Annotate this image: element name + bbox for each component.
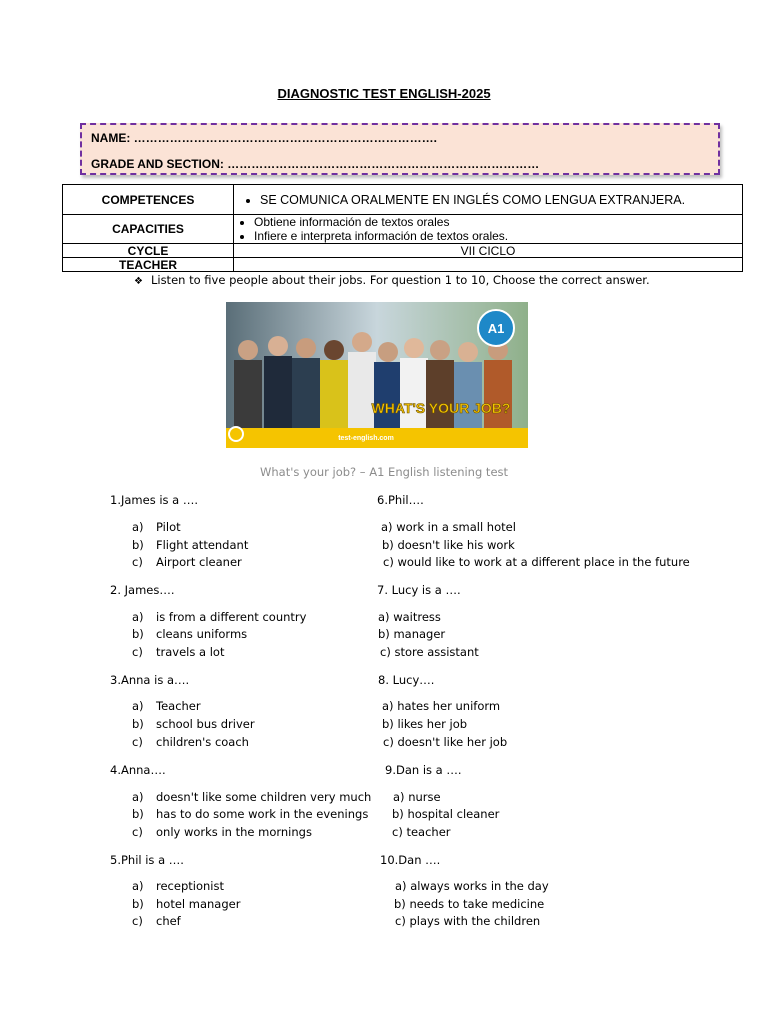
option[interactable]: a) Teacher <box>132 699 201 713</box>
question-1: 1.James is a …. <box>110 493 199 507</box>
option[interactable]: b) hospital cleaner <box>392 807 500 821</box>
option[interactable]: c) would like to work at a different place in the future <box>383 555 690 569</box>
option[interactable]: a) hates her uniform <box>382 699 501 713</box>
capacities-cell <box>234 215 743 244</box>
teacher-value[interactable] <box>234 258 743 272</box>
option[interactable]: b) cleans uniforms <box>132 627 248 641</box>
option[interactable]: a) doesn't like some children very much <box>132 790 372 804</box>
option[interactable]: c) chef <box>132 914 181 928</box>
option[interactable]: a) waitress <box>378 610 441 624</box>
question-6: 6.Phil…. <box>377 493 424 507</box>
name-field[interactable]: NAME: …………………………………………………………………. <box>91 131 437 145</box>
diamond-bullet-icon: ❖ <box>134 276 143 287</box>
option[interactable]: b) manager <box>378 627 446 641</box>
teacher-label: TEACHER <box>63 258 234 272</box>
option[interactable]: c) plays with the children <box>395 914 541 928</box>
jobs-photo <box>226 302 528 448</box>
cycle-value: VII CICLO <box>234 244 743 258</box>
option[interactable]: c) travels a lot <box>132 645 225 659</box>
option[interactable]: b) needs to take medicine <box>394 897 545 911</box>
option[interactable]: a) work in a small hotel <box>381 520 516 534</box>
option[interactable]: b) Flight attendant <box>132 538 249 552</box>
option[interactable]: b) school bus driver <box>132 717 255 731</box>
banner-text: WHAT'S YOUR JOB? <box>371 400 511 416</box>
question-2: 2. James…. <box>110 583 175 597</box>
site-text: test-english.com <box>338 435 394 442</box>
question-8: 8. Lucy…. <box>378 673 435 687</box>
question-10: 10.Dan …. <box>380 853 441 867</box>
option[interactable]: b) hotel manager <box>132 897 241 911</box>
question-7: 7. Lucy is a …. <box>377 583 461 597</box>
page-title: DIAGNOSTIC TEST ENGLISH-2025 <box>277 86 491 101</box>
option[interactable]: b) doesn't like his work <box>382 538 515 552</box>
capacity-item: • Infiere e interpreta información de textos orales. <box>254 229 742 243</box>
option[interactable]: b) has to do some work in the evenings <box>132 807 369 821</box>
cycle-label: CYCLE <box>63 244 234 258</box>
image-caption: What's your job? – A1 English listening test <box>259 465 509 479</box>
capacities-label: CAPACITIES <box>63 215 234 244</box>
option[interactable]: a) nurse <box>393 790 441 804</box>
badge-text: A1 <box>487 321 505 336</box>
option[interactable]: c) teacher <box>392 825 451 839</box>
option[interactable]: a) Pilot <box>132 520 181 534</box>
instruction-text: Listen to five people about their jobs. For question 1 to 10, Choose the correct answer. <box>150 273 650 287</box>
competences-label: COMPETENCES <box>63 185 234 215</box>
option[interactable]: a) always works in the day <box>395 879 549 893</box>
competences-table <box>62 184 743 272</box>
people-jobs-illustration <box>226 302 528 448</box>
question-5: 5.Phil is a …. <box>110 853 184 867</box>
capacity-item: • Obtiene información de textos orales <box>254 215 742 229</box>
competences-cell <box>234 185 743 215</box>
question-3: 3.Anna is a…. <box>110 673 190 687</box>
option[interactable]: c) Airport cleaner <box>132 555 242 569</box>
name-box <box>80 123 720 175</box>
option[interactable]: a) is from a different country <box>132 610 307 624</box>
instruction <box>134 273 650 287</box>
option[interactable]: c) children's coach <box>132 735 249 749</box>
option[interactable]: b) likes her job <box>382 717 468 731</box>
question-9: 9.Dan is a …. <box>385 763 462 777</box>
competences-value: • SE COMUNICA ORALMENTE EN INGLÉS COMO LENGUA EXTRANJERA. <box>260 193 742 207</box>
question-4: 4.Anna…. <box>110 763 166 777</box>
option[interactable]: c) only works in the mornings <box>132 825 312 839</box>
option[interactable]: a) receptionist <box>132 879 224 893</box>
grade-section-field[interactable]: GRADE AND SECTION: …………………………………………………………………… <box>91 157 540 171</box>
option[interactable]: c) doesn't like her job <box>383 735 508 749</box>
option[interactable]: c) store assistant <box>380 645 479 659</box>
